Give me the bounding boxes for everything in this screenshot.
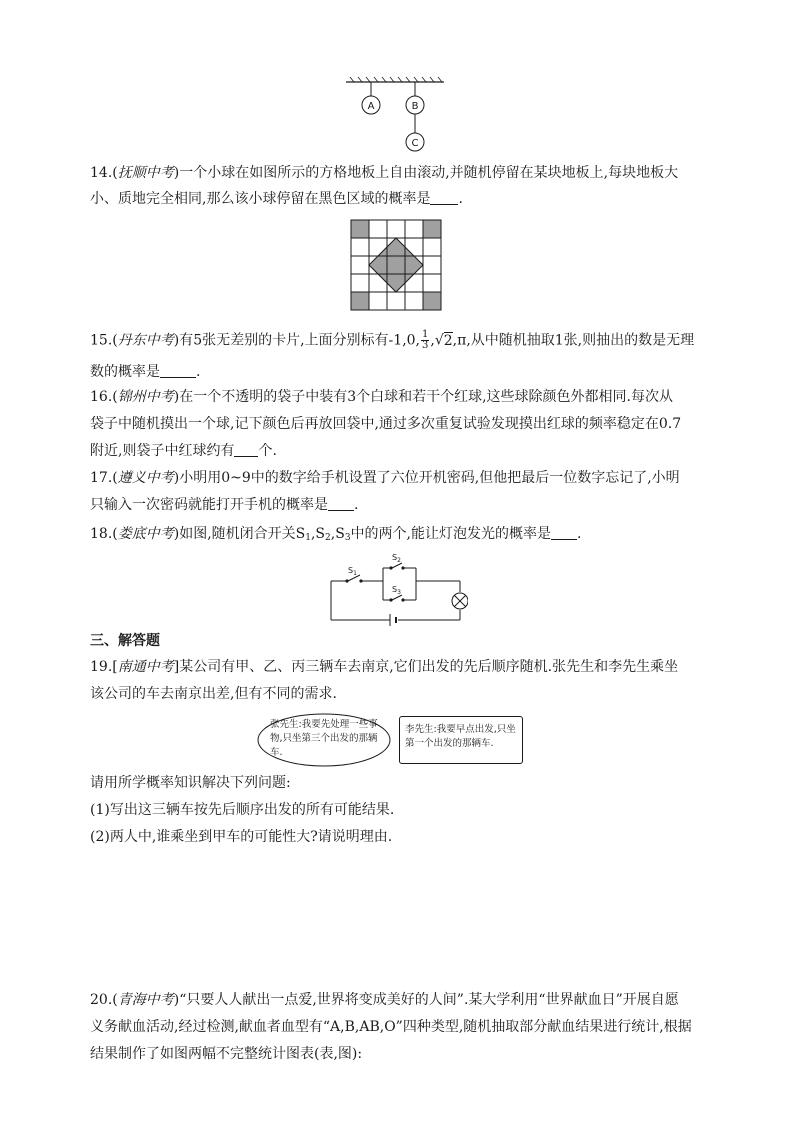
q15-source: 丹东中考 xyxy=(117,332,174,349)
q18-line1: 18.(娄底中考)如图,随机闭合开关$S_1,S_2,S_3$中的两个,能让灯泡发光的概率是 . xyxy=(90,526,582,543)
q19-part2: (2)两人中,谁乘坐到甲车的可能性大?请说明理由. xyxy=(90,829,393,845)
q20-line3: 结果制作了如图两幅不完整统计图表(表,图): xyxy=(90,1046,363,1062)
q18-source: 娄底中考 xyxy=(117,526,174,542)
fraction-one-third: $\frac{1}{3}$ xyxy=(422,329,429,351)
q14-line2: 小、质地完全相同,那么该小球停留在黑色区域的概率是 . xyxy=(90,191,463,207)
pendulum-figure xyxy=(340,76,450,156)
q19-source: 南通中考 xyxy=(117,659,174,675)
q20-line2: 义务献血活动,经过检测,献血者血型有“A,B,AB,O”四种类型,随机抽取部分献血结果进行统计,根据 xyxy=(90,1019,692,1035)
q15-line2: 数的概率是 . xyxy=(90,364,201,380)
ball-b-label: B xyxy=(411,101,419,112)
s2-label: $S_2$ xyxy=(392,553,401,564)
q16-line3: 附近,则袋子中红球约有 个. xyxy=(90,443,277,459)
q17-line2: 只输入一次密码就能打开手机的概率是 . xyxy=(90,497,359,513)
q16-line2: 袋子中随机摸出一个球,记下颜色后再放回袋中,通过多次重复试验发现摸出红球的频率稳定在0.7 xyxy=(90,416,682,432)
q15-answer-blank[interactable] xyxy=(160,363,196,378)
q14-source: 抚顺中考 xyxy=(117,165,174,181)
q16-source: 锦州中考 xyxy=(117,389,174,405)
bubble-zhang-text: 张先生:我要先处理一些事物,只坐第三个出发的那辆车. xyxy=(270,719,378,758)
q18-answer-blank[interactable] xyxy=(551,525,577,540)
ball-c-label: C xyxy=(411,138,419,149)
q17-line1: 17.(遵义中考)小明用0~9中的数字给手机设置了六位开机密码,但他把最后一位数字忘记了,小明 xyxy=(90,470,680,486)
bubble-li-text: 李先生:我要早点出发,只坐第一个出发的那辆车. xyxy=(405,724,516,749)
q14-line1: 14.(抚顺中考)一个小球在如图所示的方格地板上自由滚动,并随机停留在某块地板上,每块地板大 xyxy=(90,165,679,181)
q17-answer-blank[interactable] xyxy=(328,496,354,511)
section-title: 三、解答题 xyxy=(90,633,160,649)
q20-source: 青海中考 xyxy=(117,992,174,1008)
q19-prompt: 请用所学概率知识解决下列问题: xyxy=(90,775,291,791)
circuit-figure xyxy=(328,548,468,628)
s3-label: $S_3$ xyxy=(392,585,401,596)
q16-line1: 16.(锦州中考)在一个不透明的袋子中装有3个白球和若干个红球,这些球除颜色外都相同.每次从 xyxy=(90,389,674,405)
sqrt-radicand: 2 xyxy=(443,332,453,349)
q17-source: 遵义中考 xyxy=(117,470,174,486)
q19-line1: 19.[南通中考]某公司有甲、乙、丙三辆车去南京,它们出发的先后顺序随机.张先生和李先生乘坐 xyxy=(90,659,679,675)
q15-line1: 15.(丹东中考)有5张无差别的卡片,上面分别标有-1,0, $\frac{1}{3}$ ,√2,π,从中随机抽取1张,则抽出的数是无理 xyxy=(90,329,695,351)
q19-part1: (1)写出这三辆车按先后顺序出发的所有可能结果. xyxy=(90,802,395,818)
ball-a-label: A xyxy=(367,101,375,112)
s1-label: $S_1$ xyxy=(348,566,357,577)
floor-grid-figure xyxy=(350,219,442,311)
q20-line1: 20.(青海中考)“只要人人献出一点爱,世界将变成美好的人间”.某大学利用“世界献血日”开展自愿 xyxy=(90,992,679,1008)
q19-line2: 该公司的车去南京出差,但有不同的需求. xyxy=(90,686,337,702)
sqrt-symbol: √ xyxy=(434,332,444,349)
q16-answer-blank[interactable] xyxy=(234,442,258,457)
q14-answer-blank[interactable] xyxy=(430,190,458,205)
